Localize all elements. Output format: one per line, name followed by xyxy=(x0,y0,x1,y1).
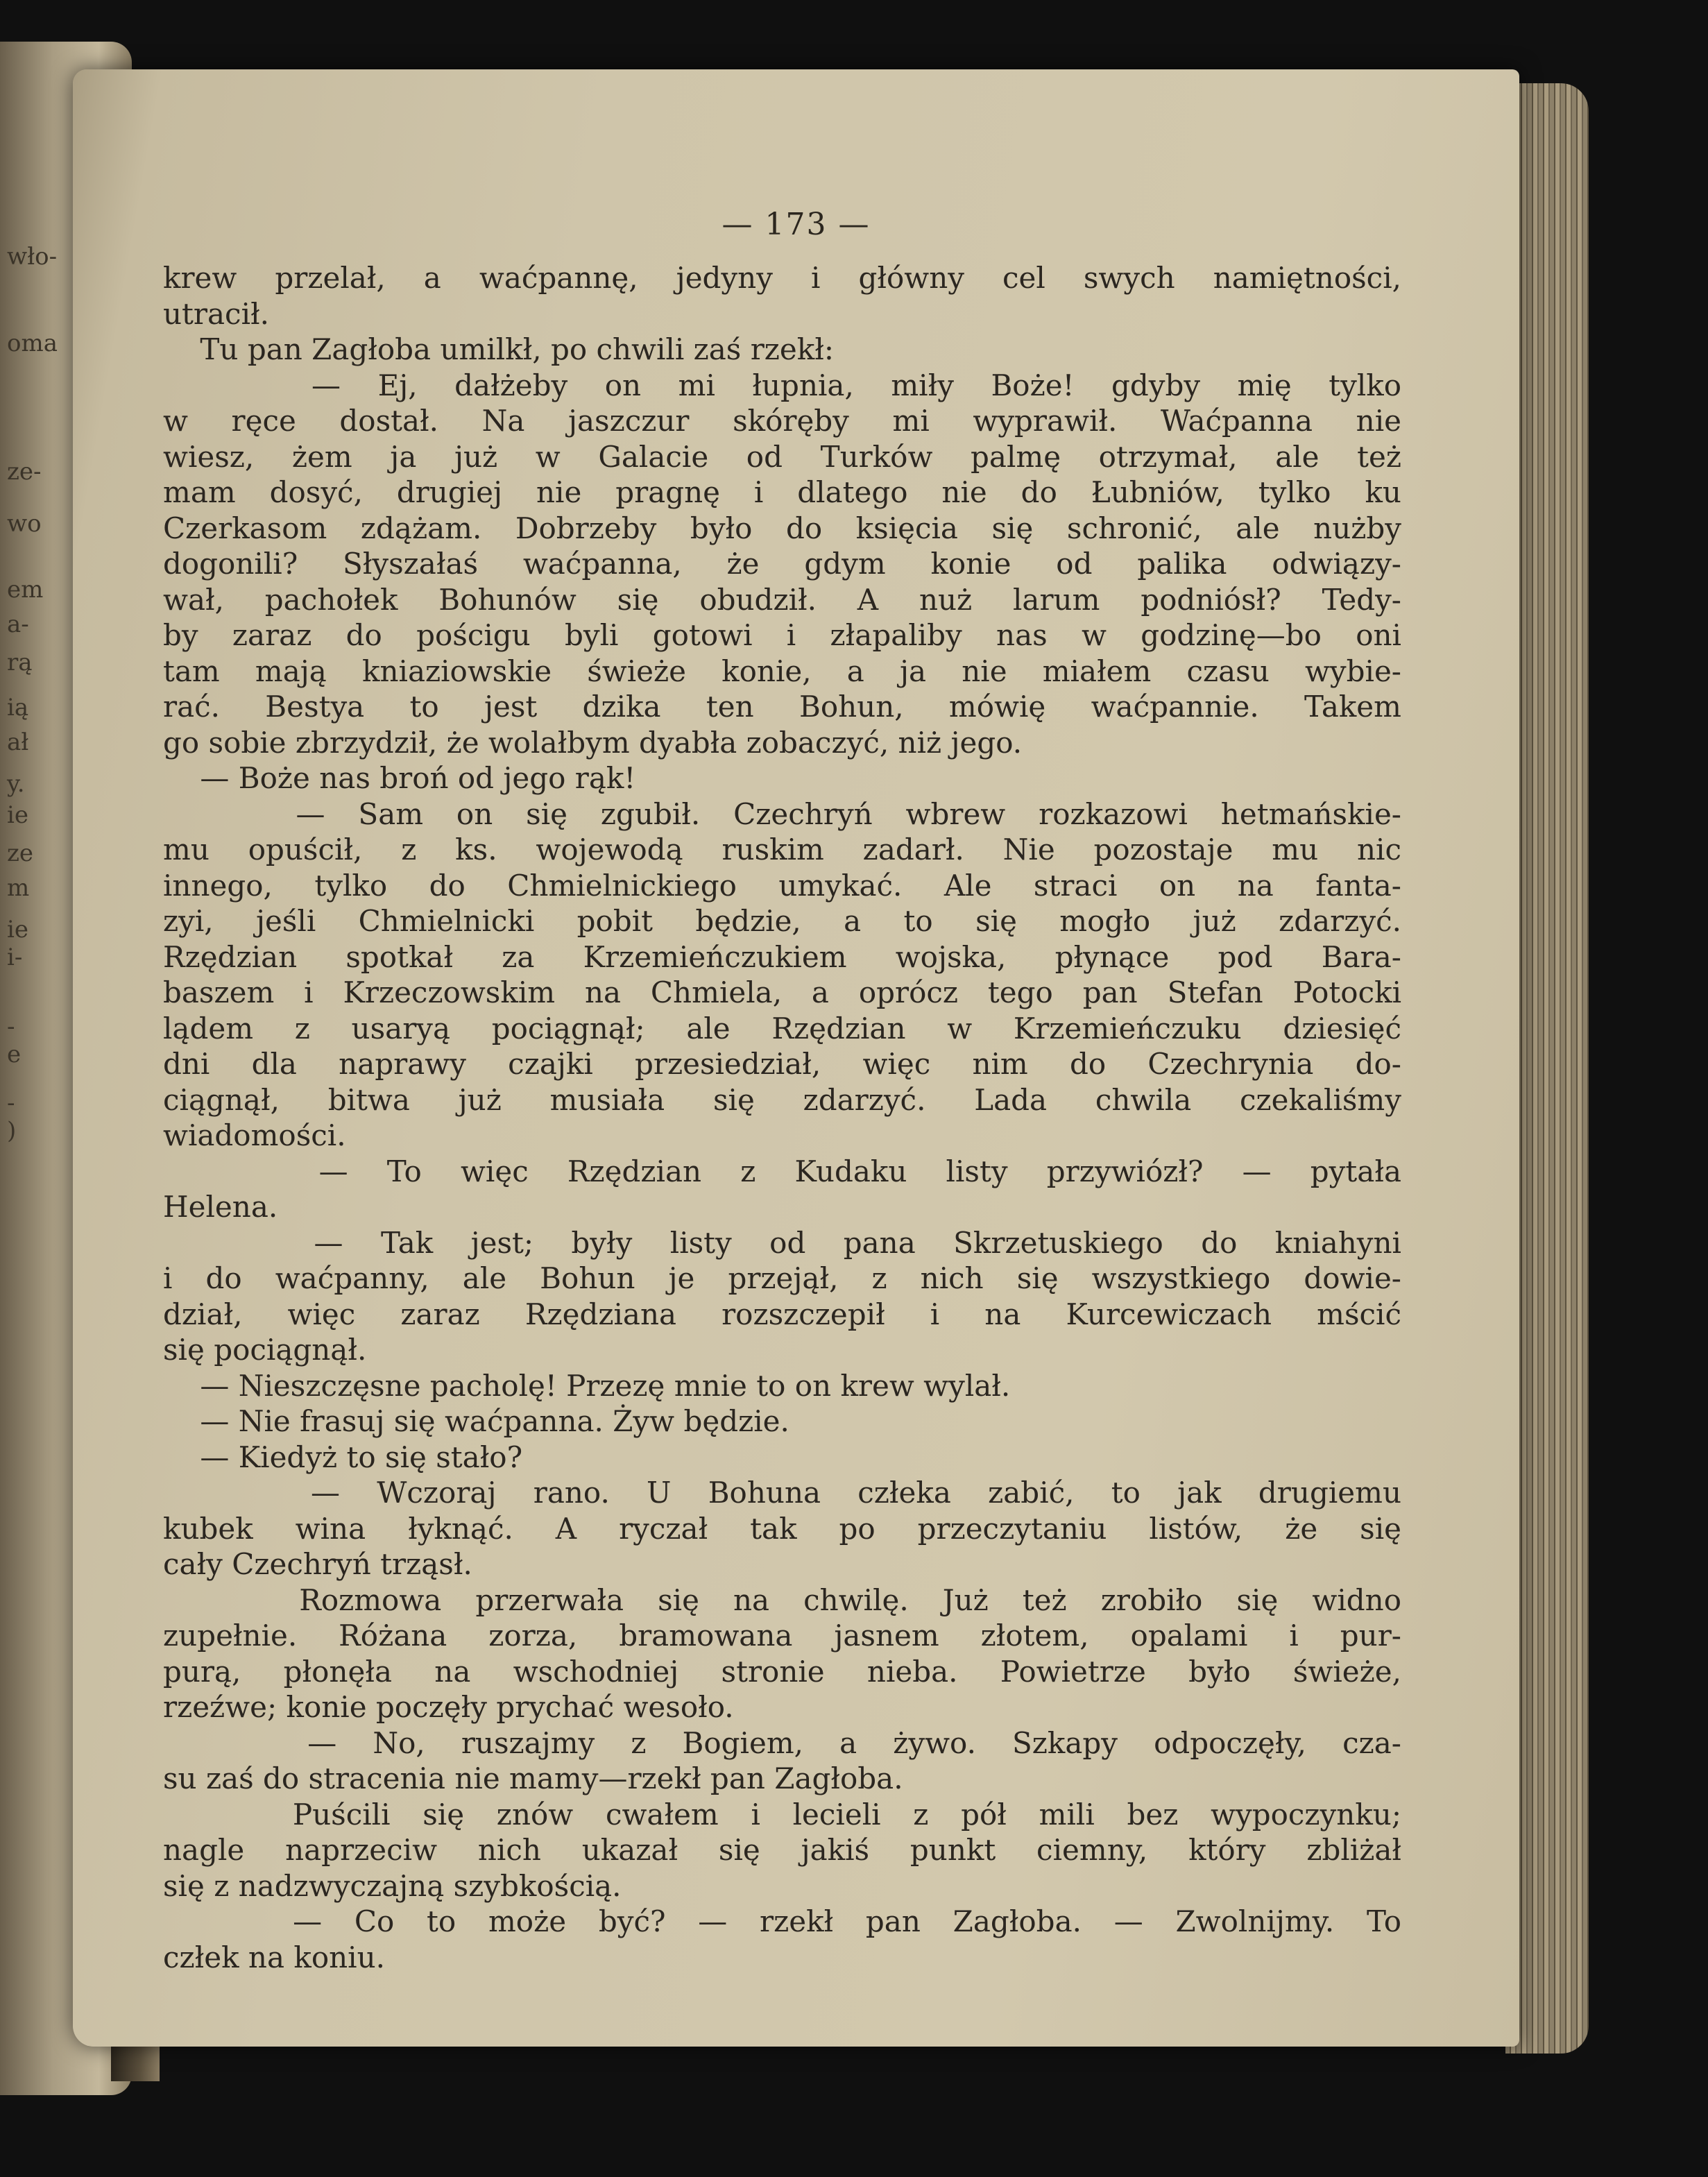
text-line: dni dla naprawy czajki przesiedział, więc nim do Czechrynia do- xyxy=(163,1047,1401,1081)
text-line: baszem i Krzeczowskim na Chmiela, a oprócz tego pan Stefan Potocki xyxy=(163,975,1401,1009)
left-page-fragment: oma xyxy=(7,330,58,357)
left-page-fragment: ią xyxy=(7,694,29,722)
text-line: człek na koniu. xyxy=(163,1940,385,1974)
text-line: ciągnął, bitwa już musiała się zdarzyć. Lada chwila czekaliśmy xyxy=(163,1082,1401,1117)
left-page-fragment: rą xyxy=(7,649,33,676)
text-line: dogonili? Słyszałaś waćpanna, że gdym konie od palika odwiązy- xyxy=(163,547,1401,581)
text-line: wiadomości. xyxy=(163,1118,346,1152)
text-line: zyi, jeśli Chmielnicki pobit będzie, a to się mogło już zdarzyć. xyxy=(163,904,1401,938)
left-page-fragment: em xyxy=(7,576,44,604)
text-line: — Wczoraj rano. U Bohuna człeka zabić, to jak drugiemu xyxy=(163,1476,1401,1510)
text-line: Rozmowa przerwała się na chwilę. Już też zrobiło się widno xyxy=(163,1582,1401,1617)
text-line: — Kiedyż to się stało? xyxy=(163,1440,523,1474)
text-line: lądem z usaryą pociągnął; ale Rzędzian w Krzemieńczuku dziesięć xyxy=(163,1011,1401,1045)
text-line: Helena. xyxy=(163,1190,278,1224)
text-line: cały Czechryń trząsł. xyxy=(163,1547,472,1581)
left-page-fragment: - xyxy=(7,1089,15,1117)
text-line: — Nie frasuj się waćpanna. Żyw będzie. xyxy=(163,1404,789,1438)
text-line: wał, pachołek Bohunów się obudził. A nuż larum podniósł? Tedy- xyxy=(163,582,1401,617)
left-page-fragment: ze xyxy=(7,839,34,867)
text-line: by zaraz do pościgu byli gotowi i złapaliby nas w godzinę—bo oni xyxy=(163,618,1401,652)
text-line: w ręce dostał. Na jaszczur skóręby mi wyprawił. Waćpanna nie xyxy=(163,404,1401,438)
left-page-fragment: - xyxy=(7,1013,15,1041)
left-page-fragment: włο- xyxy=(7,243,58,271)
text-line: Puścili się znów cwałem i lecieli z pół mili bez wypoczynku; xyxy=(163,1797,1401,1832)
left-page-fragment: ze- xyxy=(7,458,42,486)
left-page-fragment: ) xyxy=(7,1117,17,1145)
page-number: — 173 — xyxy=(721,207,871,242)
text-line: — Tak jest; były listy od pana Skrzetuskiego do kniahyni xyxy=(163,1225,1401,1260)
text-line: nagle naprzeciw nich ukazał się jakiś punkt ciemny, który zbliżał xyxy=(163,1833,1401,1867)
text-line: kubek wina łyknąć. A ryczał tak po przeczytaniu listów, że się xyxy=(163,1511,1401,1546)
left-page-fragment: ał xyxy=(7,728,29,756)
text-line: Tu pan Zagłoba umilkł, po chwili zaś rzekł: xyxy=(163,332,834,366)
left-page-fragment: e xyxy=(7,1041,22,1068)
text-line: rać. Bestya to jest dzika ten Bohun, mówię waćpannie. Takem xyxy=(163,690,1401,724)
left-page-fragment: wo xyxy=(7,510,42,538)
text-line: rzeźwe; konie poczęły prychać wesoło. xyxy=(163,1690,734,1724)
text-line: Rzędzian spotkał za Krzemieńczukiem wojska, płynące pod Bara- xyxy=(163,939,1401,974)
text-line: się z nadzwyczajną szybkością. xyxy=(163,1868,622,1903)
text-line: su zaś do stracenia nie mamy—rzekł pan Zagłoba. xyxy=(163,1761,903,1795)
left-page-fragment: ie xyxy=(7,801,28,829)
text-line: — Boże nas broń od jego rąk! xyxy=(163,761,636,795)
text-line: krew przelał, a waćpannę, jedyny i główny cel swych namiętności, xyxy=(163,261,1401,295)
text-line: i do waćpanny, ale Bohun je przejął, z nich się wszystkiego dowie- xyxy=(163,1261,1401,1295)
book-page xyxy=(73,69,1519,2047)
left-page-fragment: y. xyxy=(7,770,25,798)
text-line: — Sam on się zgubił. Czechryń wbrew rozkazowi hetmańskie- xyxy=(163,796,1401,831)
left-page-fragment: i- xyxy=(7,944,23,971)
text-line: wiesz, żem ja już w Galacie od Turków palmę otrzymał, ale też xyxy=(163,439,1401,474)
left-page-fragment: a- xyxy=(7,611,29,638)
text-line: zupełnie. Różana zorza, bramowana jasnem złotem, opalami i pur- xyxy=(163,1619,1401,1653)
left-page-fragment: ie xyxy=(7,916,28,944)
text-line: tam mają kniaziowskie świeże konie, a ja nie miałem czasu wybie- xyxy=(163,654,1401,688)
text-line: go sobie zbrzydził, że wolałbym dyabła zobaczyć, niż jego. xyxy=(163,725,1023,760)
text-line: dział, więc zaraz Rzędziana rozszczepił i na Kurcewiczach mścić xyxy=(163,1297,1401,1331)
text-line: mam dosyć, drugiej nie pragnę i dlatego nie do Łubniów, tylko ku xyxy=(163,475,1401,509)
text-line: purą, płonęła na wschodniej stronie nieba. Powietrze było świeże, xyxy=(163,1654,1401,1689)
text-line: utracił. xyxy=(163,296,269,331)
left-page-fragment: m xyxy=(7,874,30,902)
text-line: — Ej, dałżeby on mi łupnia, miły Boże! gdyby mię tylko xyxy=(163,368,1401,402)
text-line: innego, tylko do Chmielnickiego umykać. Ale straci on na fanta- xyxy=(163,868,1401,903)
text-line: Czerkasom zdążam. Dobrzeby było do księcia się schronić, ale nużby xyxy=(163,511,1401,545)
text-line: — Co to może być? — rzekł pan Zagłoba. — Zwolnijmy. To xyxy=(163,1904,1401,1938)
text-line: — No, ruszajmy z Bogiem, a żywo. Szkapy odpoczęły, cza- xyxy=(163,1725,1401,1760)
page-text xyxy=(163,260,1401,1975)
text-line: się pociągnął. xyxy=(163,1333,367,1367)
text-line: mu opuścił, z ks. wojewodą ruskim zadarł. Nie pozostaje mu nic xyxy=(163,833,1401,866)
text-line: — To więc Rzędzian z Kudaku listy przywiózł? — pytała xyxy=(163,1154,1401,1188)
text-line: — Nieszczęsne pacholę! Przezę mnie to on krew wylał. xyxy=(163,1368,1011,1403)
